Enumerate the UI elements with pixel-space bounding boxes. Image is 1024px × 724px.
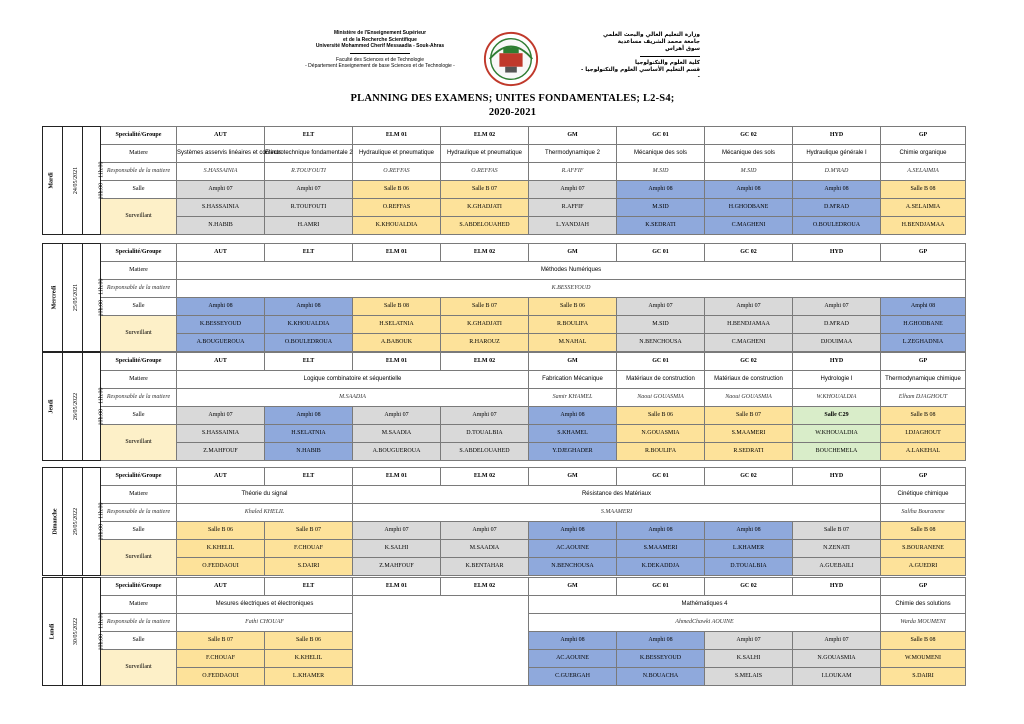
- invigilator-name: R.BOULIFA: [529, 316, 617, 334]
- subject-name: Matériaux de construction: [705, 371, 793, 389]
- matiere-label: Matiere: [101, 486, 177, 504]
- subject-responsible: M.SID: [617, 163, 705, 181]
- room-cell: Amphi 08: [265, 407, 353, 425]
- room-cell: Amphi 07: [177, 407, 265, 425]
- subject-name: Hydrologie I: [793, 371, 881, 389]
- room-cell: Salle B 07: [441, 181, 529, 199]
- day-table-lundi: [42, 577, 966, 686]
- day-name: Dimanche: [52, 508, 59, 535]
- subject-name: Chimie des solutions: [881, 596, 966, 614]
- invigilator-name: C.GUERGAH: [529, 668, 617, 686]
- exam-date: 26/05/2022: [73, 392, 80, 421]
- group-header: GC 01: [617, 468, 705, 486]
- group-header: HYD: [793, 244, 881, 262]
- invigilator-name: AC.AOUINE: [529, 650, 617, 668]
- subject-responsible: M.SID: [705, 163, 793, 181]
- subject-responsible: Naoui GOUASMIA: [705, 389, 793, 407]
- spec-group-label: Specialité/Groupe: [101, 468, 177, 486]
- group-header: GM: [529, 468, 617, 486]
- invigilator-name: N.BENCHOUSA: [617, 334, 705, 352]
- invigilator-name: S.MAAMERI: [705, 425, 793, 443]
- invigilator-name: N.BOUACHA: [617, 668, 705, 686]
- invigilator-name: I.DJAGHOUT: [881, 425, 966, 443]
- subject-responsible: Naoui GOUASMIA: [617, 389, 705, 407]
- day-table-mardi: [42, 126, 966, 235]
- invigilator-name: A.SELAIMIA: [881, 199, 966, 217]
- group-header: HYD: [793, 353, 881, 371]
- group-header: ELT: [265, 244, 353, 262]
- invigilator-name: N.HABIB: [265, 443, 353, 461]
- surveillant-label: Surveillant: [101, 199, 177, 235]
- room-cell: Amphi 08: [881, 298, 966, 316]
- invigilator-name: R.SEDRATI: [705, 443, 793, 461]
- room-cell: Salle B 08: [881, 632, 966, 650]
- subject-responsible: Elham DJAGHOUT: [881, 389, 966, 407]
- exam-date: 29/05/2022: [73, 507, 80, 536]
- invigilator-name: A.BOUGUEROUA: [353, 443, 441, 461]
- invigilator-name: S.HASSAINIA: [177, 425, 265, 443]
- subject-responsible: W.KHOUALDIA: [793, 389, 881, 407]
- room-cell: Amphi 07: [793, 298, 881, 316]
- invigilator-name: R.AFFIF: [529, 199, 617, 217]
- group-header: ELT: [265, 353, 353, 371]
- subject-name: Mécanique des sols: [617, 145, 705, 163]
- invigilator-name: O.BOULEDROUA: [793, 217, 881, 235]
- invigilator-name: L.KHAMER: [265, 668, 353, 686]
- invigilator-name: K.GHADJATI: [441, 316, 529, 334]
- group-header: ELT: [265, 468, 353, 486]
- invigilator-name: F.CHOUAF: [265, 540, 353, 558]
- group-header: GC 02: [705, 353, 793, 371]
- faculty-line: Faculté des Sciences et de Technologie: [335, 56, 425, 63]
- invigilator-name: H.GHODBANE: [705, 199, 793, 217]
- invigilator-name: S.ABDELOUAHED: [441, 217, 529, 235]
- invigilator-name: K.KHELIL: [265, 650, 353, 668]
- invigilator-name: K.SALHI: [353, 540, 441, 558]
- ministry-line: et de la Recherche Scientifique: [343, 36, 417, 43]
- invigilator-name: S.ABDELOUAHED: [441, 443, 529, 461]
- room-cell: Amphi 08: [177, 298, 265, 316]
- invigilator-name: A.GUEBAILI: [793, 558, 881, 576]
- day-cell: [43, 244, 63, 352]
- room-cell: Amphi 07: [353, 407, 441, 425]
- subject-name: Théorie du signal: [177, 486, 353, 504]
- exam-time: 10h:00 - 11h:00: [98, 387, 105, 426]
- faculty-line-ar: كلية العلوم والتكنولوجيا: [634, 60, 700, 66]
- spec-group-label: Specialité/Groupe: [101, 353, 177, 371]
- group-header: HYD: [793, 468, 881, 486]
- invigilator-name: S.DAIRI: [265, 558, 353, 576]
- time-cell: [83, 468, 105, 576]
- subject-responsible: A.SELAIMIA: [881, 163, 966, 181]
- spec-group-label: Specialité/Groupe: [101, 244, 177, 262]
- matiere-label: Matiere: [101, 145, 177, 163]
- subject-responsible: S.HASSAINIA: [177, 163, 265, 181]
- group-header: ELM 01: [353, 468, 441, 486]
- invigilator-name: K.SEDRATI: [617, 217, 705, 235]
- subject-name: Electrotechnique fondamentale 2: [265, 145, 353, 163]
- invigilator-name: Y.DJEGHADER: [529, 443, 617, 461]
- room-cell: Amphi 07: [617, 298, 705, 316]
- invigilator-name: Z.MAHFOUF: [353, 558, 441, 576]
- invigilator-name: N.GOUASMIA: [793, 650, 881, 668]
- date-cell: [63, 578, 83, 686]
- room-cell: Salle B 08: [881, 407, 966, 425]
- day-cell: [43, 353, 63, 461]
- group-header: GP: [881, 353, 966, 371]
- group-header: ELM 02: [441, 127, 529, 145]
- subject-responsible: Saliha Bouranene: [881, 504, 966, 522]
- ministry-header-ar: [580, 32, 700, 81]
- subject-name: Thermodynamique chimique: [881, 371, 966, 389]
- room-cell: Amphi 08: [793, 181, 881, 199]
- exam-time: 10h:00 - 11h:00: [98, 161, 105, 200]
- exam-date: 30/05/2022: [73, 617, 80, 646]
- ministry-line: Ministère de l'Enseignement Supérieur: [333, 30, 427, 36]
- invigilator-name: O.FEDDAOUI: [177, 668, 265, 686]
- subject-name: Hydraulique générale I: [793, 145, 881, 163]
- time-cell: [83, 353, 105, 461]
- group-header: GC 01: [617, 353, 705, 371]
- salle-label: Salle: [101, 407, 177, 425]
- invigilator-name: H.BENDJAMAA: [881, 217, 966, 235]
- room-cell: Amphi 07: [441, 407, 529, 425]
- subject-name: Hydraulique et pneumatique: [353, 145, 441, 163]
- invigilator-name: S.BOURANENE: [881, 540, 966, 558]
- department-line: - Département Enseignement de base Sciences et de Technologie -: [305, 63, 455, 70]
- room-cell: Amphi 08: [705, 522, 793, 540]
- group-header: GC 01: [617, 127, 705, 145]
- subject-name: Logique combinatoire et séquentielle: [177, 371, 529, 389]
- city-line-ar: سوق أهراس: [665, 46, 700, 52]
- subject-name: Chimie organique: [881, 145, 966, 163]
- invigilator-name: M.SAADIA: [441, 540, 529, 558]
- room-cell: Salle B 06: [265, 632, 353, 650]
- group-header: ELM 02: [441, 244, 529, 262]
- group-header: AUT: [177, 353, 265, 371]
- invigilator-name: A.LAKEHAL: [881, 443, 966, 461]
- time-cell: [83, 244, 105, 352]
- group-header: ELM 02: [441, 578, 529, 596]
- subject-name: Résistance des Matériaux: [353, 486, 881, 504]
- day-name: Mercredi: [51, 285, 58, 310]
- subject-name: Fabrication Mécanique: [529, 371, 617, 389]
- invigilator-name: O.REFFAS: [353, 199, 441, 217]
- room-cell: Salle B 07: [177, 632, 265, 650]
- invigilator-name: Z.MAHFOUF: [177, 443, 265, 461]
- invigilator-name: D.TOUALBIA: [441, 425, 529, 443]
- time-cell: [83, 127, 105, 235]
- room-cell: Amphi 08: [529, 522, 617, 540]
- responsable-label: Responsable de la matiere: [101, 280, 177, 298]
- room-cell: Salle B 08: [353, 298, 441, 316]
- group-header: GP: [881, 468, 966, 486]
- invigilator-name: K.KHOUALDIA: [265, 316, 353, 334]
- invigilator-name: L.KHAMER: [705, 540, 793, 558]
- group-header: AUT: [177, 127, 265, 145]
- invigilator-name: BOUCHEMELA: [793, 443, 881, 461]
- invigilator-name: N.ZENATI: [793, 540, 881, 558]
- time-cell: [83, 578, 105, 686]
- room-cell: Salle B 06: [529, 298, 617, 316]
- salle-label: Salle: [101, 181, 177, 199]
- invigilator-name: H.SELATNIA: [353, 316, 441, 334]
- group-header: ELM 01: [353, 353, 441, 371]
- matiere-label: Matiere: [101, 371, 177, 389]
- subject-responsible: AhmedChawki AOUINE: [529, 614, 881, 632]
- invigilator-name: I.LOUKAM: [793, 668, 881, 686]
- invigilator-name: M.SID: [617, 199, 705, 217]
- group-header: ELT: [265, 578, 353, 596]
- room-cell: Amphi 08: [265, 298, 353, 316]
- subject-responsible: Khaled KHELIL: [177, 504, 353, 522]
- subject-name: Systèmes asservis linéaires et continus: [177, 145, 265, 163]
- date-cell: [63, 127, 83, 235]
- room-cell: Amphi 07: [177, 181, 265, 199]
- invigilator-name: A.BOUGUEROUA: [177, 334, 265, 352]
- group-header: GM: [529, 353, 617, 371]
- subject-responsible: D.M'RAD: [793, 163, 881, 181]
- subject-responsible: K.BESSEYOUD: [177, 280, 966, 298]
- subject-responsible: Samir KHAMEL: [529, 389, 617, 407]
- invigilator-name: D.M'RAD: [793, 316, 881, 334]
- group-header: ELM 02: [441, 353, 529, 371]
- room-cell: Salle B 06: [353, 181, 441, 199]
- invigilator-name: N.BENCHOUSA: [529, 558, 617, 576]
- group-header: AUT: [177, 468, 265, 486]
- responsable-label: Responsable de la matiere: [101, 504, 177, 522]
- room-cell: Amphi 08: [529, 407, 617, 425]
- subject-name: Mathématiques 4: [529, 596, 881, 614]
- invigilator-name: K.KHELIL: [177, 540, 265, 558]
- invigilator-name: L.ZEGHADNIA: [881, 334, 966, 352]
- invigilator-name: H.AMRI: [265, 217, 353, 235]
- invigilator-name: H.SELATNIA: [265, 425, 353, 443]
- room-cell: Amphi 07: [793, 632, 881, 650]
- subject-name: Thermodynamique 2: [529, 145, 617, 163]
- invigilator-name: S.DAIRI: [881, 668, 966, 686]
- exam-date: 24/05/2021: [73, 166, 80, 195]
- group-header: ELM 02: [441, 468, 529, 486]
- subject-responsible: Fathi CHOUAF: [177, 614, 353, 632]
- invigilator-name: S.MELAIS: [705, 668, 793, 686]
- invigilator-name: W.MOUMENI: [881, 650, 966, 668]
- surveillant-label: Surveillant: [101, 540, 177, 576]
- salle-label: Salle: [101, 632, 177, 650]
- subject-name: Méthodes Numériques: [177, 262, 966, 280]
- subject-name: Mesures électriques et électroniques: [177, 596, 353, 614]
- invigilator-name: H.GHODBANE: [881, 316, 966, 334]
- group-header: GC 01: [617, 578, 705, 596]
- group-header: GC 02: [705, 127, 793, 145]
- day-table-jeudi: [42, 352, 966, 461]
- date-cell: [63, 244, 83, 352]
- group-header: ELM 01: [353, 578, 441, 596]
- room-cell: Salle B 07: [705, 407, 793, 425]
- invigilator-name: S.HASSAINIA: [177, 199, 265, 217]
- invigilator-name: R.BOULIFA: [617, 443, 705, 461]
- surveillant-label: Surveillant: [101, 650, 177, 686]
- exam-date: 25/05/2021: [73, 283, 80, 312]
- invigilator-name: S.MAAMERI: [617, 540, 705, 558]
- room-cell: Salle B 07: [265, 522, 353, 540]
- invigilator-name: M.NAHAL: [529, 334, 617, 352]
- room-cell: Amphi 07: [441, 522, 529, 540]
- page-title: PLANNING DES EXAMENS; UNITES FONDAMENTALES; L2-S4;: [350, 93, 675, 104]
- surveillant-label: Surveillant: [101, 316, 177, 352]
- group-header: ELM 01: [353, 127, 441, 145]
- university-line: Université Mohammed Cherif Messaadia - Souk-Ahras: [315, 43, 445, 50]
- day-cell: [43, 468, 63, 576]
- group-header: GM: [529, 127, 617, 145]
- university-logo: [482, 30, 540, 88]
- invigilator-name: C.MAGHENI: [705, 217, 793, 235]
- invigilator-name: S.KHAMEL: [529, 425, 617, 443]
- group-header: ELT: [265, 127, 353, 145]
- day-name: Lundi: [49, 623, 55, 640]
- invigilator-name: M.SAADIA: [353, 425, 441, 443]
- group-header: GP: [881, 244, 966, 262]
- invigilator-name: W.KHOUALDIA: [793, 425, 881, 443]
- room-cell: Salle B 07: [441, 298, 529, 316]
- day-cell: [43, 127, 63, 235]
- invigilator-name: F.CHOUAF: [177, 650, 265, 668]
- ministry-header-fr: [300, 30, 460, 70]
- subject-responsible: O.REFFAS: [353, 163, 441, 181]
- invigilator-name: A.GUEDRI: [881, 558, 966, 576]
- invigilator-name: N.HABIB: [177, 217, 265, 235]
- invigilator-name: D.M'RAD: [793, 199, 881, 217]
- subject-name: Cinétique chimique: [881, 486, 966, 504]
- day-table-dimanche: [42, 467, 966, 576]
- room-cell: Amphi 07: [529, 181, 617, 199]
- group-header: GM: [529, 244, 617, 262]
- room-cell: Amphi 08: [617, 522, 705, 540]
- group-header: GP: [881, 578, 966, 596]
- group-header: HYD: [793, 578, 881, 596]
- responsable-label: Responsable de la matiere: [101, 614, 177, 632]
- room-cell: Amphi 07: [265, 181, 353, 199]
- invigilator-name: M.SID: [617, 316, 705, 334]
- subject-name: Matériaux de construction: [617, 371, 705, 389]
- day-name: Jeudi: [48, 399, 55, 414]
- invigilator-name: K.KHOUALDIA: [353, 217, 441, 235]
- date-cell: [63, 468, 83, 576]
- room-cell: Amphi 07: [353, 522, 441, 540]
- room-cell: Amphi 08: [617, 181, 705, 199]
- date-cell: [63, 353, 83, 461]
- invigilator-name: K.BESSEYOUD: [617, 650, 705, 668]
- matiere-label: Matiere: [101, 596, 177, 614]
- group-header: GC 02: [705, 468, 793, 486]
- university-line-ar: جامعة محمد الشريف مساعدية: [617, 39, 700, 45]
- day-table-mercredi: [42, 243, 966, 352]
- responsable-label: Responsable de la matiere: [101, 163, 177, 181]
- spec-group-label: Specialité/Groupe: [101, 578, 177, 596]
- ministry-line-ar: وزارة التعليم العالي والبحث العلمي: [603, 32, 700, 38]
- spec-group-label: Specialité/Groupe: [101, 127, 177, 145]
- responsable-label: Responsable de la matiere: [101, 389, 177, 407]
- invigilator-name: O.BOULEDROUA: [265, 334, 353, 352]
- invigilator-name: N.GOUASMIA: [617, 425, 705, 443]
- invigilator-name: K.DEKADDJA: [617, 558, 705, 576]
- salle-label: Salle: [101, 522, 177, 540]
- invigilator-name: K.GHADJATI: [441, 199, 529, 217]
- group-header: AUT: [177, 244, 265, 262]
- room-cell: Salle B 06: [177, 522, 265, 540]
- invigilator-name: C.MAGHENI: [705, 334, 793, 352]
- invigilator-name: K.BESSEYOUD: [177, 316, 265, 334]
- subject-responsible: Warda MOUMENI: [881, 614, 966, 632]
- room-cell: Amphi 08: [705, 181, 793, 199]
- room-cell: Salle B 08: [881, 522, 966, 540]
- group-header: ELM 01: [353, 244, 441, 262]
- room-cell: Salle B 08: [881, 181, 966, 199]
- subject-name: Mécanique des sols: [705, 145, 793, 163]
- invigilator-name: H.BENDJAMAA: [705, 316, 793, 334]
- invigilator-name: A.BABOUK: [353, 334, 441, 352]
- salle-label: Salle: [101, 298, 177, 316]
- matiere-label: Matiere: [101, 262, 177, 280]
- room-cell: Salle B 06: [617, 407, 705, 425]
- invigilator-name: D.TOUALBIA: [705, 558, 793, 576]
- room-cell: Salle C29: [793, 407, 881, 425]
- subject-responsible: O.REFFAS: [441, 163, 529, 181]
- room-cell: Amphi 08: [617, 632, 705, 650]
- exam-time: 10h:00 - 11h:00: [98, 612, 105, 651]
- room-cell: Salle B 07: [793, 522, 881, 540]
- invigilator-name: R.HAROUZ: [441, 334, 529, 352]
- subject-responsible: R.AFFIF: [529, 163, 617, 181]
- department-line-ar: - قسم التعليم الأساسي العلوم والتكنولوجيا -: [581, 67, 700, 80]
- subject-responsible: M.SAADIA: [177, 389, 529, 407]
- invigilator-name: R.TOUFOUTI: [265, 199, 353, 217]
- group-header: GC 02: [705, 244, 793, 262]
- page-subtitle: 2020-2021: [488, 107, 537, 118]
- room-cell: Amphi 07: [705, 632, 793, 650]
- invigilator-name: DJOUIMAA: [793, 334, 881, 352]
- room-cell: Amphi 07: [705, 298, 793, 316]
- subject-name: Hydraulique et pneumatique: [441, 145, 529, 163]
- day-name: Mardi: [49, 172, 55, 189]
- surveillant-label: Surveillant: [101, 425, 177, 461]
- empty-cell: [353, 596, 529, 686]
- group-header: GM: [529, 578, 617, 596]
- invigilator-name: K.SALHI: [705, 650, 793, 668]
- group-header: GP: [881, 127, 966, 145]
- exam-time: 10h:00 - 11h:00: [98, 502, 105, 541]
- group-header: AUT: [177, 578, 265, 596]
- group-header: HYD: [793, 127, 881, 145]
- subject-responsible: S.MAAMERI: [353, 504, 881, 522]
- exam-time: 10h:00 - 11h:00: [98, 278, 105, 317]
- invigilator-name: O.FEDDAOUI: [177, 558, 265, 576]
- invigilator-name: AC.AOUINE: [529, 540, 617, 558]
- day-cell: [43, 578, 63, 686]
- invigilator-name: L.YANDJAH: [529, 217, 617, 235]
- subject-responsible: R.TOUFOUTI: [265, 163, 353, 181]
- group-header: GC 02: [705, 578, 793, 596]
- group-header: GC 01: [617, 244, 705, 262]
- invigilator-name: K.BENTAHAR: [441, 558, 529, 576]
- room-cell: Amphi 08: [529, 632, 617, 650]
